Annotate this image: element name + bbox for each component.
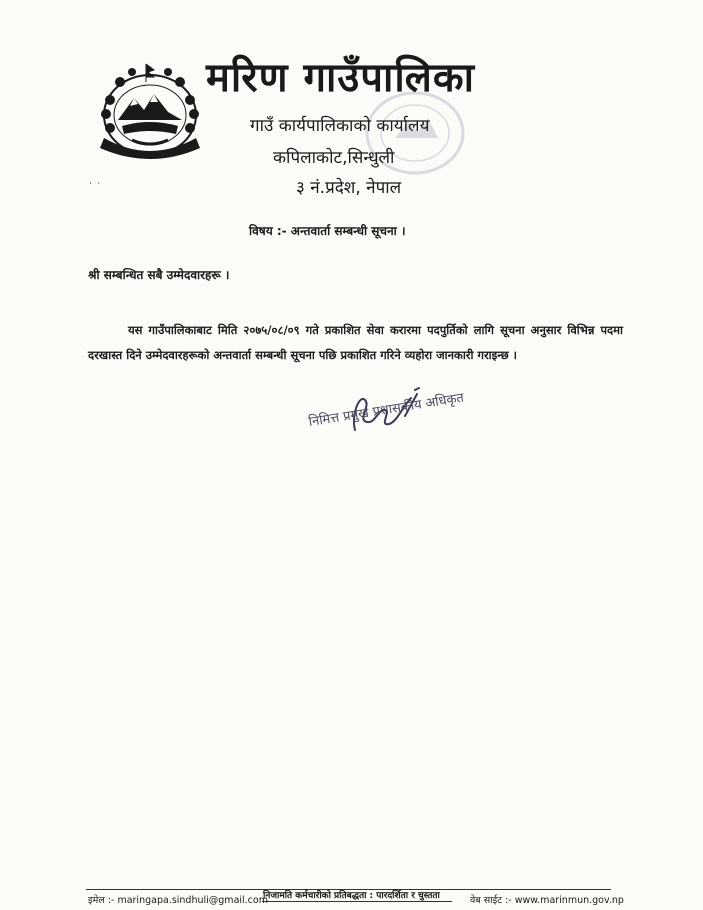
letter-salutation: श्री सम्बन्धित सबै उम्मेदवारहरू । bbox=[88, 268, 230, 282]
nepal-emblem-icon bbox=[96, 60, 204, 160]
municipality-title: मरिण गाउँपालिका bbox=[206, 55, 475, 101]
footer-email: इमेल :- maringapa.sindhuli@gmail.com bbox=[88, 895, 268, 906]
province-line: ३ नं.प्रदेश, नेपाल bbox=[296, 178, 402, 198]
footer-website: वेब साईट :- www.marinmun.gov.np bbox=[470, 895, 624, 906]
office-name: गाउँ कार्यपालिकाको कार्यालय bbox=[250, 116, 430, 136]
letter-body: यस गाउँपालिकाबाट मिति २०७५/०८/०९ गते प्रकाशित सेवा करारमा पदपुर्तिको लागि सूचना अनुसार विभिन्न पदमा दरखास्त दिने उम्मेदवारहरूको अन्तवार्ता सम्बन्धी सूचना पछि प्रकाशित गरिने व्यहोरा जानकारी गराइन्छ । bbox=[88, 323, 623, 362]
signatory-title: निमित्त प्रमुख प्रशासकीय अधिकृत bbox=[307, 390, 465, 430]
scan-specks: ˙ ˙ bbox=[88, 182, 102, 193]
footer-motto-underline bbox=[262, 901, 452, 902]
office-address: कपिलाकोट,सिन्धुली bbox=[273, 148, 395, 168]
letter-subject: विषय :- अन्तवार्ता सम्बन्धी सूचना । bbox=[249, 224, 406, 238]
footer-motto: निजामति कर्मचारीको प्रतिबद्धता : पारदर्शिता र चुस्तता bbox=[263, 891, 440, 901]
